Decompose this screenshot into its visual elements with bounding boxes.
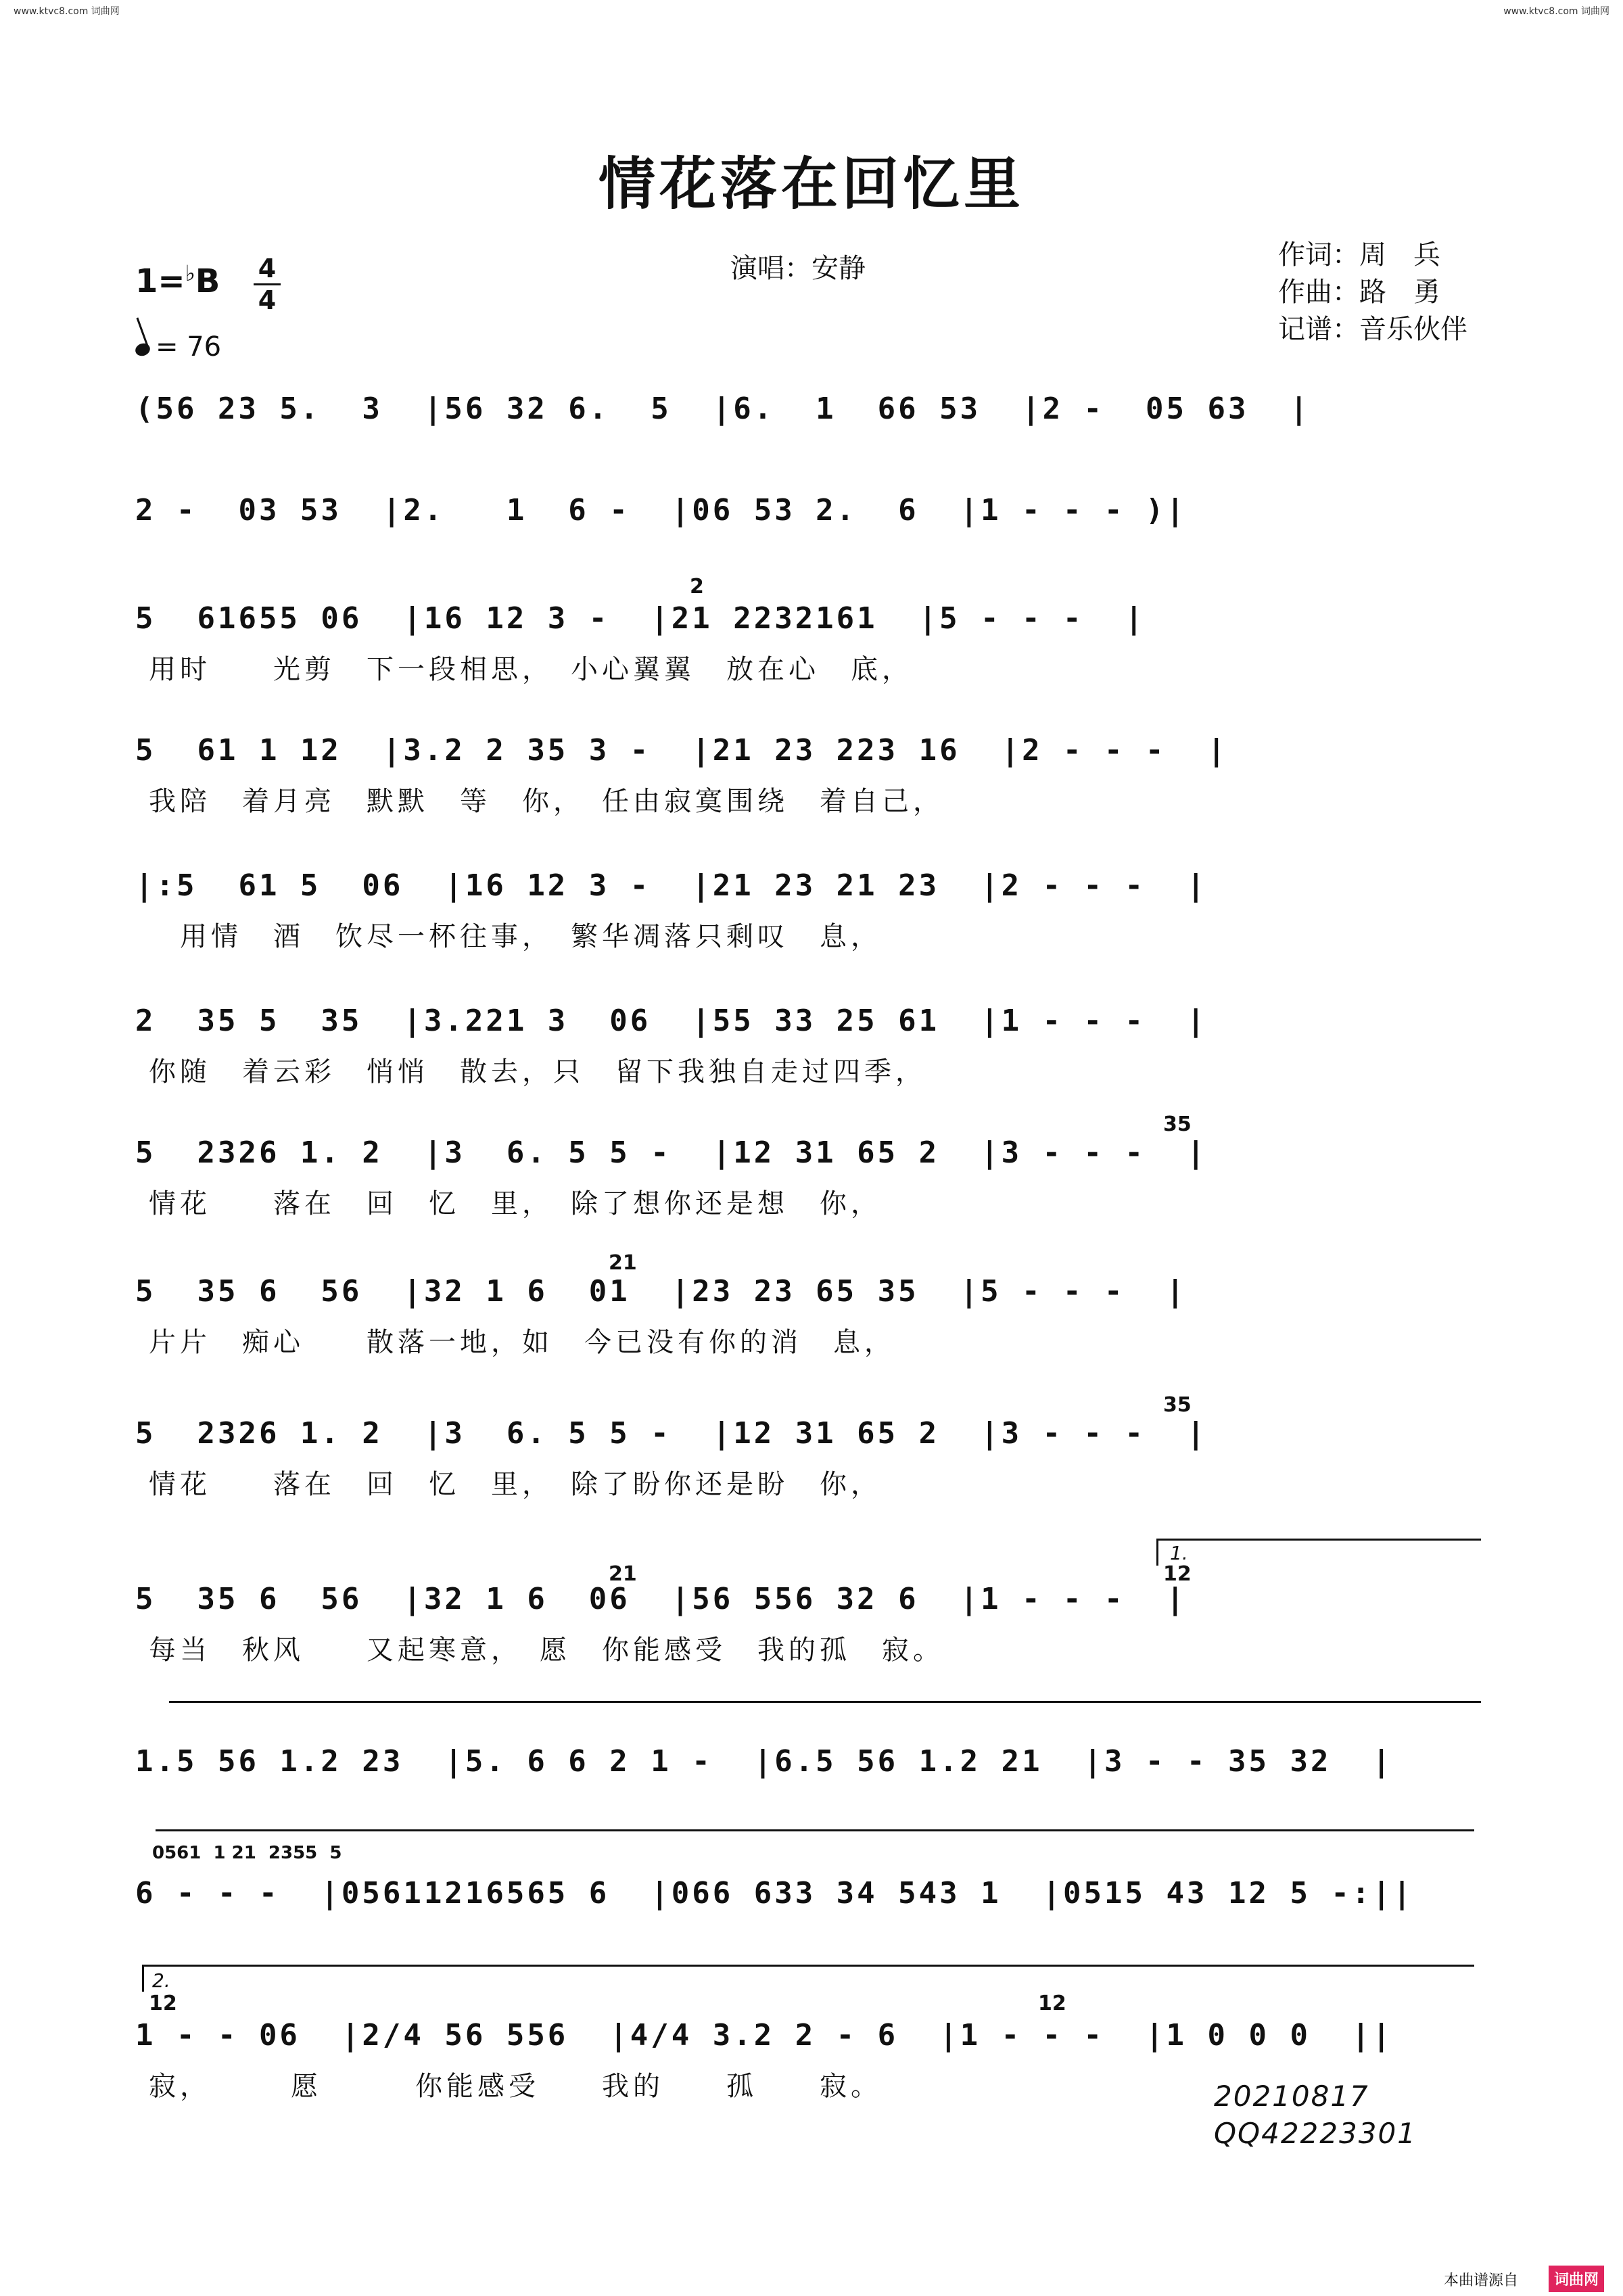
singer-credit: 演唱：安静 <box>730 253 866 284</box>
qq-stamp: QQ42223301 <box>1214 2117 1417 2150</box>
notation-row-9: 5 2326 1. 2 |3 6. 5 5 - |12 31 65 2 |3 - - - | <box>135 1416 1208 1451</box>
lyricist-credit: 作词：周 兵 <box>1278 239 1440 271</box>
lyric-row-8: 片片 痴心 散落一地，如 今已没有你的消 息， <box>149 1327 895 1358</box>
top-left-watermark: www.ktvc8.com 词曲网 <box>14 6 120 17</box>
notation-row-6: 2 35 5 35 |3.221 3 06 |55 33 25 61 |1 - - - | <box>135 1004 1208 1038</box>
quarter-note-icon <box>134 342 152 358</box>
notation-row-2: 2 - 03 53 |2. 1 6 - |06 53 2. 6 |1 - - - )| <box>135 493 1187 528</box>
notation-row-5: |:5 61 5 06 |16 12 3 - |21 23 21 23 |2 - - - | <box>135 868 1208 903</box>
footer-source-text: 本曲谱源自 <box>1444 2272 1519 2289</box>
grace-note-group: 0561 1 21 2355 5 <box>152 1843 342 1863</box>
grace-note: 12 <box>1163 1562 1192 1586</box>
first-ending-bracket <box>1156 1539 1481 1541</box>
second-ending-bracket <box>142 1965 1474 1967</box>
lyric-row-6: 你随 着云彩 悄悄 散去，只 留下我独自走过四季， <box>149 1056 926 1087</box>
first-ending-bracket-edge <box>1156 1539 1158 1566</box>
grace-note: 21 <box>609 1251 637 1275</box>
second-ending-bracket-edge <box>142 1965 144 1992</box>
notation-row-13: 1 - - 06 |2/4 56 556 |4/4 3.2 2 - 6 |1 - - - |1 0 0 0 || <box>135 2018 1393 2053</box>
grace-note: 21 <box>609 1562 637 1586</box>
notation-row-8: 5 35 6 56 |32 1 6 01 |23 23 65 35 |5 - - - | <box>135 1274 1187 1309</box>
grace-note: 2 <box>690 575 704 599</box>
lyric-row-7: 情花 落在 回 忆 里， 除了想你还是想 你， <box>149 1188 882 1219</box>
lyric-row-13: 寂， 愿 你能感受 我的 孤 寂。 <box>149 2071 882 2102</box>
lyric-row-9: 情花 落在 回 忆 里， 除了盼你还是盼 你， <box>149 1469 882 1500</box>
notation-row-4: 5 61 1 12 |3.2 2 35 3 - |21 23 223 16 |2 - - - | <box>135 733 1228 768</box>
notation-row-3: 5 61655 06 |16 12 3 - |21 2232161 |5 - - - | <box>135 601 1146 636</box>
key-signature: 1=♭B <box>135 260 220 300</box>
lyric-row-10: 每当 秋风 又起寒意， 愿 你能感受 我的孤 寂。 <box>149 1635 944 1666</box>
lyric-row-5: 用情 酒 饮尽一杯往事， 繁华凋落只剩叹 息， <box>149 921 882 952</box>
second-ending-label: 2. <box>152 1969 170 1992</box>
top-right-watermark: www.ktvc8.com 词曲网 <box>1503 6 1609 17</box>
grace-note: 12 <box>1038 1992 1066 2015</box>
lyric-row-4: 我陪 着月亮 默默 等 你， 任由寂寞围绕 着自己， <box>149 786 944 817</box>
song-title: 情花落在回忆里 <box>598 151 1025 217</box>
lyric-row-3: 用时 光剪 下一段相思， 小心翼翼 放在心 底， <box>149 654 913 685</box>
notation-row-1: (56 23 5. 3 |56 32 6. 5 |6. 1 66 53 |2 - 05 63 | <box>135 392 1311 426</box>
time-signature: 4 4 <box>254 254 281 315</box>
notation-row-12: 6 - - - |05611216565 6 |066 633 34 543 1 |0515 43 12 5 -:|| <box>135 1876 1414 1911</box>
date-stamp: 20210817 <box>1214 2080 1369 2113</box>
grace-note: 12 <box>149 1992 177 2015</box>
tempo-marking: = 76 <box>135 331 221 362</box>
composer-credit: 作曲：路 勇 <box>1278 277 1440 308</box>
notation-row-11: 1.5 56 1.2 23 |5. 6 6 2 1 - |6.5 56 1.2 21 |3 - - 35 32 | <box>135 1744 1393 1779</box>
interlude-bracket <box>156 1829 1474 1831</box>
grace-note: 35 <box>1163 1112 1192 1136</box>
notation-row-10: 5 35 6 56 |32 1 6 06 |56 556 32 6 |1 - - - | <box>135 1582 1187 1616</box>
grace-note: 35 <box>1163 1393 1192 1417</box>
notation-row-7: 5 2326 1. 2 |3 6. 5 5 - |12 31 65 2 |3 - - - | <box>135 1135 1208 1170</box>
notator-credit: 记谱：音乐伙伴 <box>1278 314 1467 345</box>
footer-brand-badge: 词曲网 <box>1549 2266 1604 2292</box>
interlude-bracket <box>169 1701 1481 1703</box>
first-ending-label: 1. <box>1170 1542 1188 1564</box>
